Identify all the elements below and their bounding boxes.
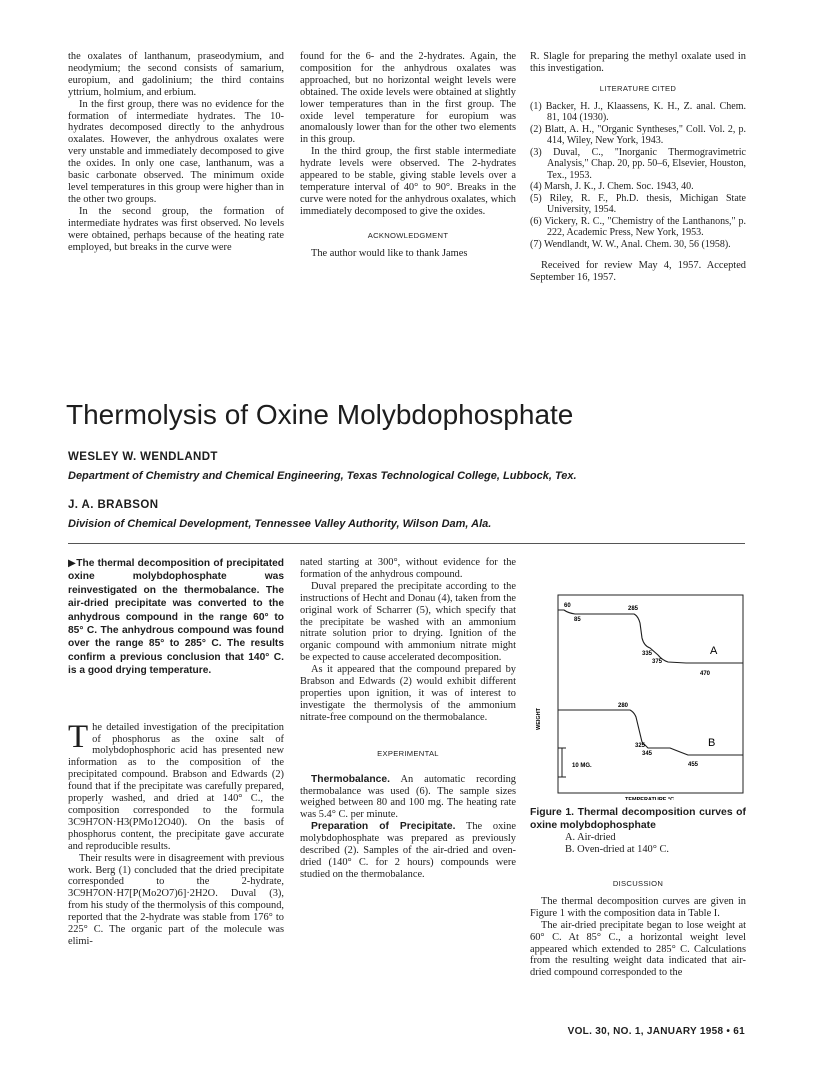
y-axis-label: WEIGHT: [536, 708, 542, 730]
page-footer: VOL. 30, NO. 1, JANUARY 1958 • 61: [567, 1026, 745, 1037]
reference-item: (6) Vickery, R. C., "Chemistry of the Lanthanons," p. 222, Academic Press, New York, 1953.: [530, 215, 746, 239]
reference-list: [530, 101, 746, 251]
paragraph: In the first group, there was no evidence for the formation of intermediate hydrates. The 10-hydrates decomposed directly to the anhydrous oxalates. However, the anhydrous oxalates were very unstable and immediately decomposed to give the oxides. In only one case, lanthanum, was a basic carbonate observed. The minimum oxide level temperatures in this group were higher than in the other two groups.: [68, 98, 284, 205]
literature-cited-heading: LITERATURE CITED: [599, 83, 677, 93]
legend-item-a: A. Air-dried: [565, 832, 616, 843]
abstract: ▶The thermal decomposition of precipitated oxine molybdophosphate was reinvestigated on the thermobalance. The air-dried precipitate was converted to the anhydrous compound in the range 60° to 85° C. The anhydrous compound was found over the range 85° to 285° C. The results confirm a previous conclusion that 140° C. is a good drying temperature.: [68, 558, 284, 677]
drop-cap: T: [68, 718, 89, 755]
acknowledgment-text: The author would like to thank James: [311, 247, 468, 259]
article-column-3-discussion: [530, 870, 746, 979]
paragraph: [300, 821, 516, 881]
curve-a-label-285: 285: [628, 606, 639, 612]
intro-paragraph: [68, 718, 284, 853]
curve-a-label-60: 60: [564, 603, 571, 609]
article-column-2: [300, 557, 516, 881]
author-affiliation: Division of Chemical Development, Tennessee Valley Authority, Wilson Dam, Ala.: [68, 518, 492, 530]
paragraph: Their results were in disagreement with previous work. Berg (1) concluded that the dried precipitate corresponded to the 2-hydrate, 3C9H7ON·H7[P(Mo2O7)6]·2H2O. Duval (3), from his study of the thermolysis of this compound, reported that the 2-hydrate was stable from 176° to 225° C. The organic part of the molecule was elimi-: [68, 852, 284, 947]
article-column-1: [68, 557, 284, 948]
author-affiliation: Department of Chemistry and Chemical Engineering, Texas Technological College, Lubbock, Tex.: [68, 470, 577, 482]
discussion-heading: DISCUSSION: [612, 879, 664, 888]
curve-a-label-335: 335: [642, 651, 653, 657]
curve-b-label-455: 455: [688, 762, 699, 768]
paragraph: Duval prepared the precipitate according to the instructions of Hecht and Donau (4), taken from the original work of Scharrer (5), which specify that the precipitate be washed with an ammonium nitrate solution prior to drying. Ignition of the organic compound with ammonium nitrate might be expected to cause accelerated decomposition.: [300, 580, 516, 664]
reference-item: (3) Duval, C., "Inorganic Thermogravimetric Analysis," Chap. 20, pp. 50–6, Elsevier, Houston, Tex., 1953.: [530, 146, 746, 181]
figure-caption: [530, 806, 746, 832]
paragraph: nated starting at 300°, without evidence for the formation of the anhydrous compound.: [300, 557, 516, 580]
prev-article-column-3: [530, 51, 746, 284]
curve-a-label-470: 470: [700, 671, 711, 677]
header-divider: [68, 543, 745, 544]
scale-label: 10 MG.: [572, 763, 592, 769]
author-name: WESLEY W. WENDLANDT: [68, 451, 218, 463]
legend-item-b: B. Oven-dried at 140° C.: [565, 843, 670, 855]
thermobalance-text: An automatic recording thermobalance was used (6). The sample sizes weighed between 80 and 100 mg. The heating rate was 5.4° C. per minute.: [300, 773, 516, 821]
curve-b-name: B: [708, 737, 716, 749]
thermobalance-heading: Thermobalance.: [311, 773, 390, 785]
reference-item: (7) Wendlandt, W. W., Anal. Chem. 30, 56 (1958).: [530, 238, 731, 250]
received-date: Received for review May 4, 1957. Accepted September 16, 1957.: [530, 260, 746, 284]
curve-a-label-375: 375: [652, 659, 663, 665]
curve-b-label-325: 325: [635, 743, 646, 749]
paragraph: R. Slagle for preparing the methyl oxalate used in this investigation.: [530, 51, 746, 74]
author-name: J. A. BRABSON: [68, 499, 159, 511]
paragraph: the oxalates of lanthanum, praseodymium, and neodymium; the second consists of samarium, europium, and gadolinium; the third contains yttrium, holmium, and erbium.: [68, 51, 284, 98]
paragraph: The thermal decomposition curves are given in Figure 1 with the composition data in Table I.: [530, 895, 746, 919]
x-axis-label: TEMPERATURE °C.: [625, 797, 676, 800]
curve-b-label-345: 345: [642, 751, 653, 757]
thermal-decomposition-plot: [530, 560, 746, 800]
acknowledgment-heading: ACKNOWLEDGMENT: [367, 230, 449, 240]
paragraph: The air-dried precipitate began to lose weight at 60° C. At 85° C., a horizontal weight level appeared which extended to 285° C. Calculations from the resulting weight data indicated that air-dried compound corresponded to the: [530, 919, 746, 979]
reference-item: (5) Riley, R. F., Ph.D. thesis, Michigan State University, 1954.: [530, 192, 746, 216]
paragraph: As it appeared that the compound prepared by Brabson and Edwards (2) would exhibit different properties upon ignition, it was of interest to investigate the thermolysis of the ammonium nitrate-free compound on the thermobalance.: [300, 664, 516, 723]
prev-article-column-2: [300, 51, 516, 260]
figure-legend: [565, 832, 669, 855]
experimental-heading: EXPERIMENTAL: [377, 748, 439, 758]
paragraph: In the second group, the formation of intermediate hydrates was first observed. No levels were obtained, perhaps because of the heating rate employed, but breaks in the curve were: [68, 205, 284, 253]
reference-item: (2) Blatt, A. H., "Organic Syntheses," Coll. Vol. 2, p. 414, Wiley, New York, 1943.: [530, 123, 746, 147]
preparation-text: The oxine molybdophosphate was prepared as previously described (2). Samples of the air-dried and oven-dried (140° C. for 2 hours) compounds were studied on the thermobalance.: [300, 821, 516, 880]
curve-b-label-280: 280: [618, 703, 629, 709]
prev-article-column-1: [68, 51, 284, 253]
article-title: Thermolysis of Oxine Molybdophosphate: [66, 399, 574, 430]
curve-a-label-85: 85: [574, 617, 581, 623]
paragraph: In the third group, the first stable intermediate hydrate levels were observed. The 2-hydrates appeared to be stable, giving stable levels over a temperature interval of 40° to 90°. Breaks in the curve were noted for the anhydrous oxalates, which immediately decomposed to give the oxides.: [300, 146, 516, 217]
paragraph: found for the 6- and the 2-hydrates. Again, the composition for the anhydrous oxalates was approached, but no horizontal weight levels were obtained. The oxide levels were obtained at slightly lower temperatures than in the first group. The oxide level temperature for europium was anomalously lower than for the other two elements in this group.: [300, 51, 516, 146]
figure-1: [530, 560, 746, 800]
reference-item: (4) Marsh, J. K., J. Chem. Soc. 1943, 40.: [530, 181, 694, 193]
caption-text: Figure 1. Thermal decomposition curves of oxine molybdophosphate: [530, 807, 746, 832]
reference-item: (1) Backer, H. J., Klaassens, K. H., Z. anal. Chem. 81, 104 (1930).: [530, 100, 746, 124]
intro-text: he detailed investigation of the precipitation of phosphorus as the oxine salt of molybdophosphoric acid has presented new information as to the composition of the precipitated compound. Brabson and Edwards (2) found that if the precipitate was carefully prepared, properly washed, and dried at 140° C., the composition corresponded to the formula 3C9H7ON·H3(PMo12O40). On the basis of phosphorus content, the precipitate gave accurate and reproducible results.: [68, 721, 284, 852]
preparation-heading: Preparation of Precipitate.: [311, 821, 456, 833]
paragraph: [300, 774, 516, 822]
curve-a-name: A: [710, 645, 718, 657]
